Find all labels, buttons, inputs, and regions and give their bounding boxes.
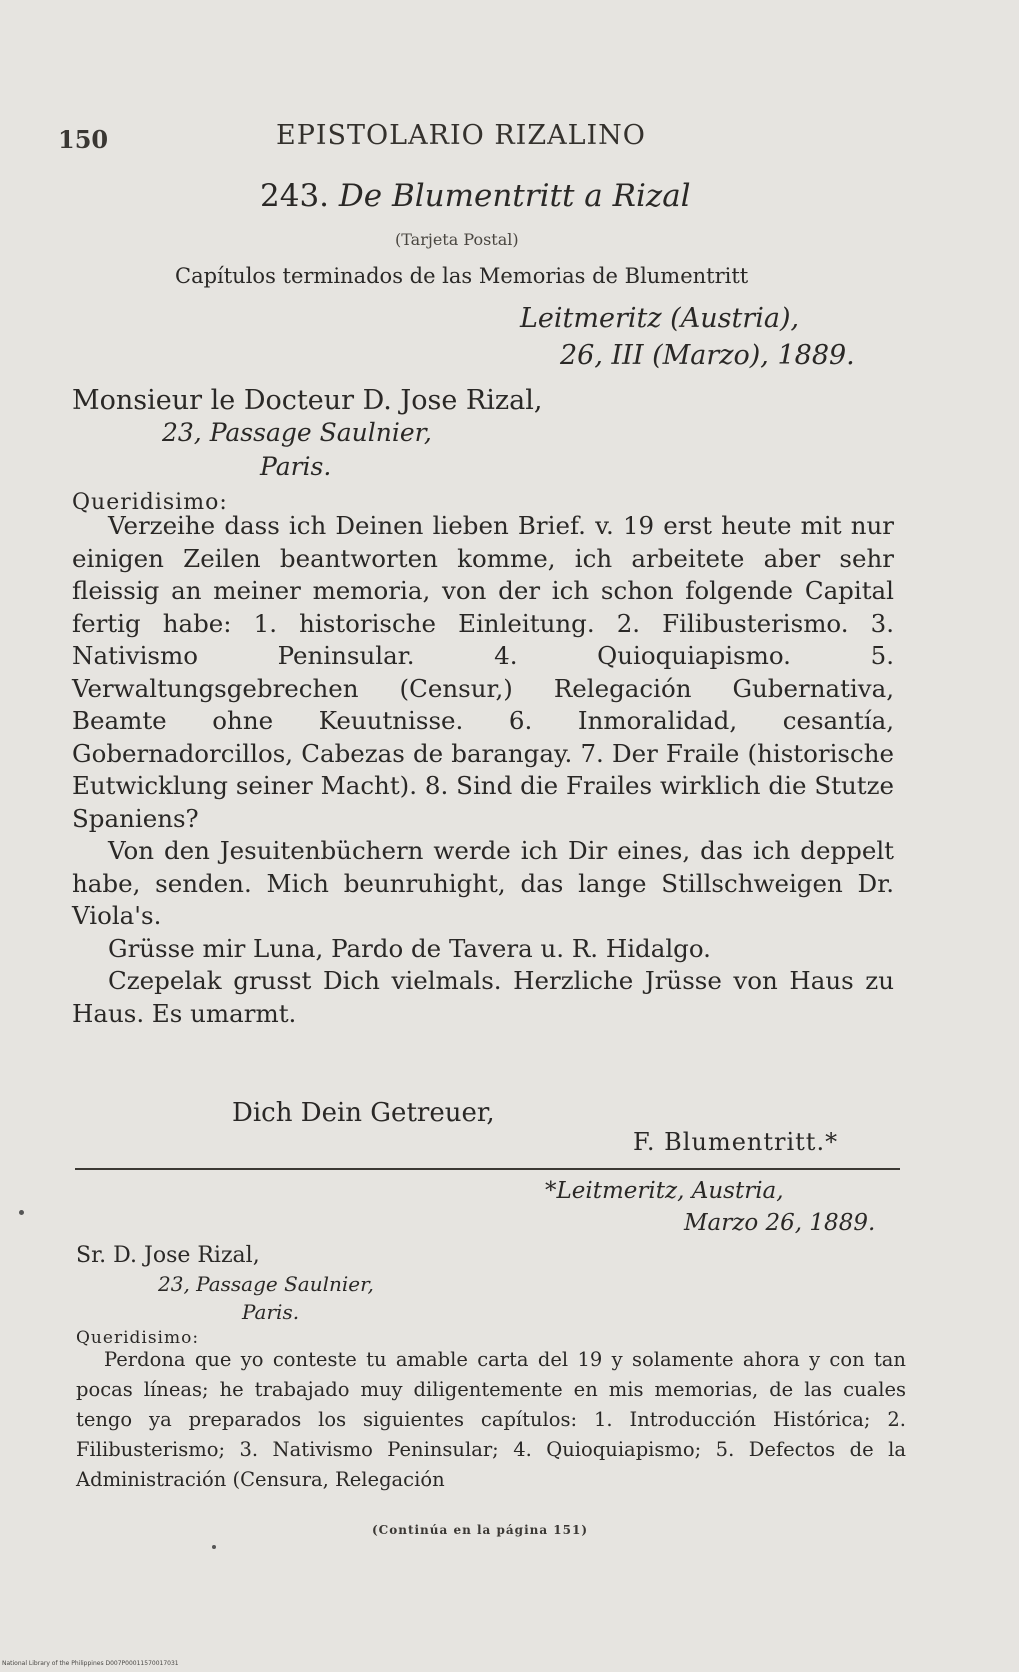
letter-body (72, 510, 894, 1030)
translation-address-line: Paris. (242, 1300, 300, 1324)
translation-body (76, 1345, 906, 1495)
translation-paragraph: Perdona que yo conteste tu amable carta del 19 y solamente ahora y con tan pocas líneas; he trabajado muy diligentemente en mis memorias, de las cuales tengo ya preparados los siguientes capítulos: 1. Introducción Histórica; 2. Filibusterismo; 3. Nativismo Peninsular; 4. Quioquiapismo; 5. Defectos de la Administración (Censura, Relegación (76, 1348, 906, 1491)
address-line: 23, Passage Saulnier, (162, 418, 432, 447)
letter-summary: Capítulos terminados de las Memorias de Blumentritt (175, 264, 749, 288)
body-paragraph: Verzeihe dass ich Deinen lieben Brief. v. 19 erst heute mit nur einigen Zeilen beantworten komme, ich arbeitete aber sehr fleissig an meiner memoria, von der ich schon folgende Capital fertig habe: 1. historische Einleitung. 2. Filibusterismo. 3. Nativismo Peninsular. 4. Quioquiapismo. 5. Verwaltungsgebrechen (Censur,) Relegación Gubernativa, Beamte ohne Keuutnisse. 6. Inmoralidad, cesantía, Gobernadorcillos, Cabezas de barangay. 7. Der Fraile (historische Eutwicklung seiner Macht). 8. Sind die Frailes wirklich die Stutze Spaniens? (72, 511, 894, 833)
running-title: EPISTOLARIO RIZALINO (276, 120, 646, 151)
speck (19, 1210, 24, 1215)
body-paragraph: Czepelak grusst Dich vielmals. Herzliche Jrüsse von Haus zu Haus. Es umarmt. (72, 966, 894, 1028)
archive-credit: National Library of the Philippines D007P00011570017031 (2, 1660, 179, 1667)
letter-date: 26, III (Marzo), 1889. (560, 340, 855, 371)
address-line: Paris. (260, 452, 332, 481)
body-paragraph: Von den Jesuitenbüchern werde ich Dir eines, das ich deppelt habe, senden. Mich beunruhight, das lange Stillschweigen Dr. Viola's. (72, 836, 894, 930)
address-line: Monsieur le Docteur D. Jose Rizal, (72, 385, 543, 416)
body-paragraph: Grüsse mir Luna, Pardo de Tavera u. R. Hidalgo. (108, 933, 711, 963)
divider (75, 1168, 900, 1170)
signature: F. Blumentritt.* (633, 1128, 839, 1156)
speck (212, 1545, 216, 1549)
translation-address-line: 23, Passage Saulnier, (158, 1272, 374, 1296)
letter-place: Leitmeritz (Austria), (520, 303, 800, 334)
translation-place: *Leitmeritz, Austria, (545, 1178, 784, 1204)
letter-title (260, 178, 691, 214)
translation-date: Marzo 26, 1889. (684, 1210, 876, 1236)
letter-subtitle: (Tarjeta Postal) (395, 230, 519, 249)
letter-number: 243. (260, 178, 330, 214)
closing: Dich Dein Getreuer, (232, 1098, 495, 1128)
letter-title-text: De Blumentritt a Rizal (338, 178, 691, 214)
salutation: Queridisimo: (72, 490, 228, 515)
page-number: 150 (58, 125, 109, 154)
translation-address-line: Sr. D. Jose Rizal, (76, 1243, 260, 1268)
continuation-note: (Continúa en la página 151) (372, 1523, 589, 1537)
translation-salutation: Queridisimo: (76, 1328, 200, 1348)
